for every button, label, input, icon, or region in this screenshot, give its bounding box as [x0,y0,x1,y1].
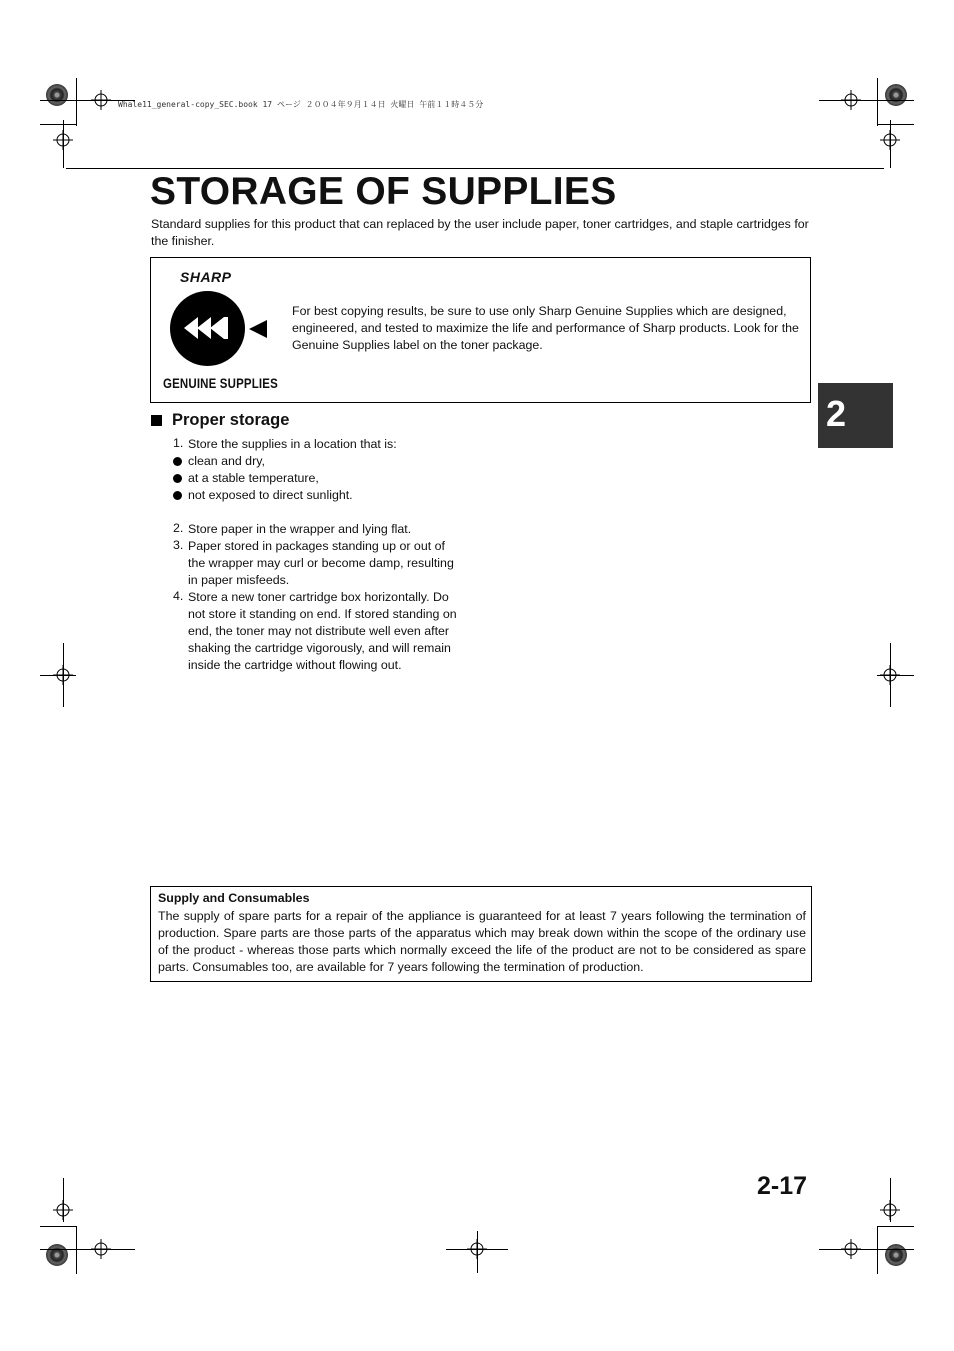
genuine-supplies-logo-icon [170,291,245,366]
crop-line [890,120,891,168]
list-item-text: Store a new toner cartridge box horizontally. Do not store it standing on end. If stored standing on end, the toner may not distribute well even after shaking the cartridge vigorously, and will remain inside the cartridge without flowing out. [188,590,457,672]
list-number: 2. [173,521,184,535]
crop-line [877,78,878,126]
bullet-icon [173,474,182,483]
crop-line [877,1226,878,1274]
rewind-arrows-icon [170,291,245,366]
square-bullet-icon [151,415,162,426]
list-item-text: Paper stored in packages standing up or out of the wrapper may curl or become damp, resulting in paper misfeeds. [188,539,454,587]
section-heading [151,411,289,430]
chapter-number: 2 [826,393,847,434]
crop-line [877,124,914,125]
registration-disk-icon [46,1244,68,1266]
genuine-supplies-text: For best copying results, be sure to use only Sharp Genuine Supplies which are designed, engineered, and tested to maximize the life and performance of Sharp products. Look for the Genuine Supplies label on the toner package. [292,304,799,352]
intro-paragraph: Standard supplies for this product that can replaced by the user include paper, toner cartridges, and staple cartridges for the finisher. [151,217,809,248]
genuine-supplies-box [150,257,811,403]
pointer-arrow-icon [249,320,269,338]
genuine-supplies-label: GENUINE SUPPLIES [163,375,278,391]
crop-line [890,643,891,707]
crop-line [819,1249,914,1250]
crop-line [890,1178,891,1222]
crop-line [76,78,77,126]
crop-line [40,124,76,125]
crop-line [477,1231,478,1273]
page-title: STORAGE OF SUPPLIES [150,170,617,213]
crop-line [63,1178,64,1222]
crop-line [63,120,64,168]
crop-line [40,1249,135,1250]
page-number: 2-17 [757,1172,808,1200]
registration-disk-icon [885,84,907,106]
crop-line [40,1226,76,1227]
crop-line [877,1226,914,1227]
print-metadata: Whale11_general-copy_SEC.book 17 ページ ２００４年９月１４日 火曜日 午前１１時４５分 [118,100,484,109]
bullet-icon [173,491,182,500]
crop-line [877,675,914,676]
list-item-text: Store paper in the wrapper and lying flat. [188,522,412,536]
supply-body: The supply of spare parts for a repair of the appliance is guaranteed for at least 7 years following the termination of production. Spare parts are those parts of the apparatus which may break down within the scope of the ordinary use of the product - whereas those parts which normally exceed the life of the product are not to be considered as spare parts. Consumables too, are available for 7 years following the termination of production. [158,909,806,974]
section-heading-text: Proper storage [172,411,290,429]
crop-line [63,643,64,707]
crop-line [40,675,76,676]
supply-title: Supply and Consumables [158,891,310,905]
registration-disk-icon [885,1244,907,1266]
bullet-text: at a stable temperature, [188,471,319,485]
bullet-text: not exposed to direct sunlight. [188,488,353,502]
registration-disk-icon [46,84,68,106]
list-number: 3. [173,538,184,552]
sharp-logo: SHARP [180,269,232,285]
list-item-text: Store the supplies in a location that is: [188,437,397,451]
list-number: 1. [173,436,184,450]
crop-line [819,100,914,101]
crop-line [76,1226,77,1274]
bullet-text: clean and dry, [188,454,265,468]
bullet-icon [173,457,182,466]
list-number: 4. [173,589,184,603]
supply-consumables-box [150,886,812,982]
